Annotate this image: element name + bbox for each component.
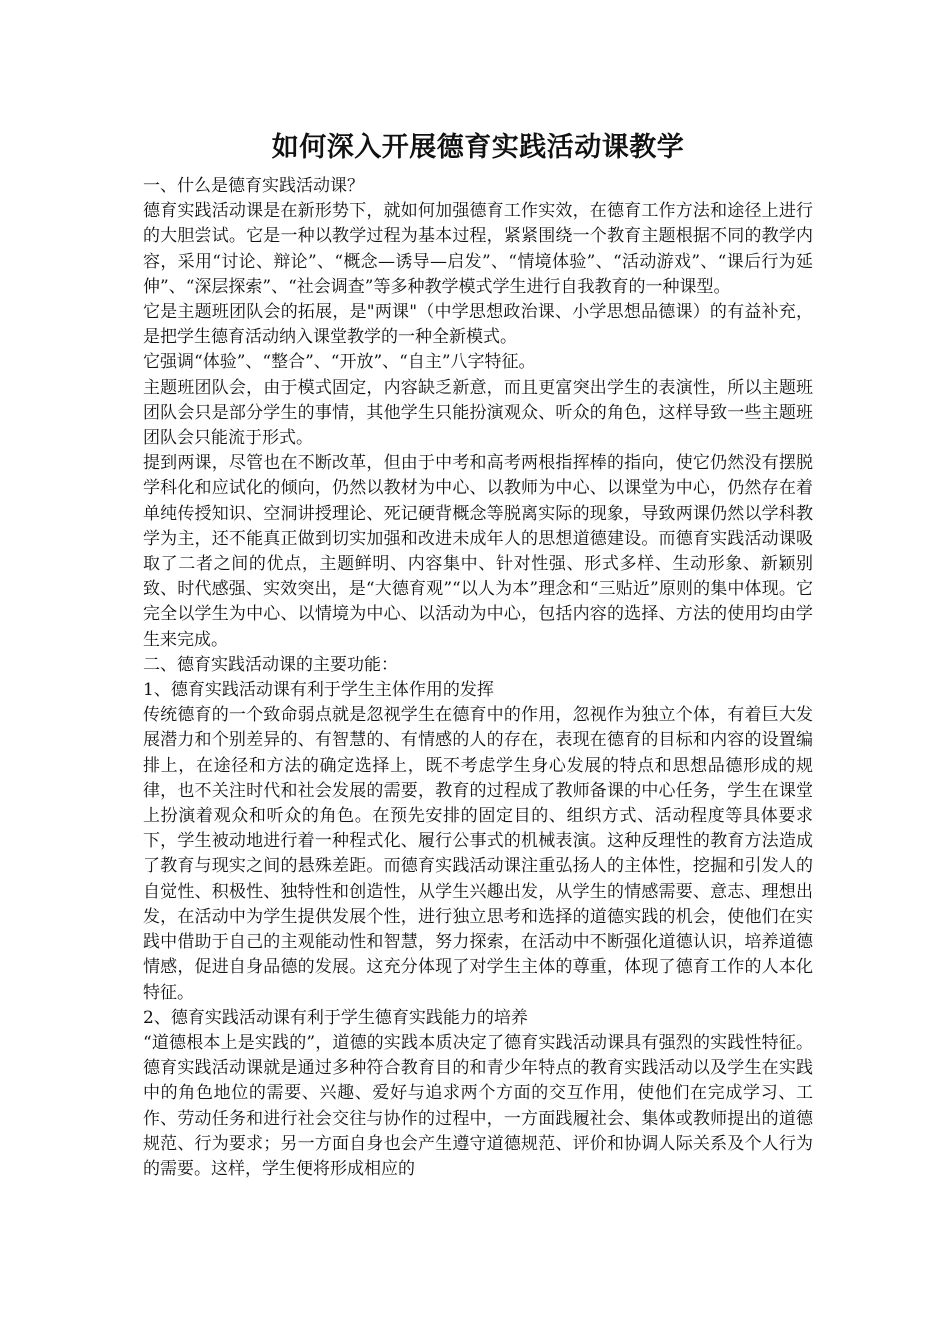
- paragraph: 提到两课，尽管也在不断改革，但由于中考和高考两根指挥棒的指向，使它仍然没有摆脱学科化和应试化的倾向，仍然以教材为中心、以教师为中心、以课堂为中心，仍然存在着单纯传授知识、空洞讲授理论、死记硬背概念等脱离实际的现象，导致两课仍然以学科教学为主，还不能真正做到切实加强和改进未成年人的思想道德建设。而德育实践活动课吸取了二者之间的优点，主题鲜明、内容集中、针对性强、形式多样、生动形象、新颖别致、时代感强、实效突出，是“大德育观”“以人为本”理念和“三贴近”原则的集中体现。它完全以学生为中心、以情境为中心、以活动为中心，包括内容的选择、方法的使用均由学生来完成。: [143, 453, 813, 650]
- paragraph: “道德根本上是实践的”，道德的实践本质决定了德育实践活动课具有强烈的实践性特征。德育实践活动课就是通过多种符合教育目的和青少年特点的教育实践活动以及学生在实践中的角色地位的需要、兴趣、爱好与追求两个方面的交互作用，使他们在完成学习、工作、劳动任务和进行社会交往与协作的过程中，一方面践履社会、集体或教师提出的道德规范、行为要求；另一方面自身也会产生遵守道德规范、评价和协调人际关系及个人行为的需要。这样，学生便将形成相应的: [143, 1032, 813, 1179]
- document-body: [143, 174, 813, 1182]
- paragraph: 它是主题班团队会的拓展，是"两课"（中学思想政治课、小学思想品德课）的有益补充，是把学生德育活动纳入课堂教学的一种全新模式。: [143, 302, 813, 348]
- document-title: 如何深入开展德育实践活动课教学: [271, 132, 685, 163]
- subsection-heading-1: 1、德育实践活动课有利于学生主体作用的发挥: [143, 680, 494, 701]
- paragraph: 德育实践活动课是在新形势下，就如何加强德育工作实效，在德育工作方法和途径上进行的大胆尝试。它是一种以教学过程为基本过程，紧紧围绕一个教育主题根据不同的教学内容，采用“讨论、辩论”、“概念—诱导—启发”、“情境体验”、“活动游戏”、“课后行为延伸”、“深层探索”、“社会调查”等多种教学模式学生进行自我教育的一种课型。: [143, 201, 813, 297]
- section-heading-2: 二、德育实践活动课的主要功能：: [143, 654, 398, 675]
- paragraph: 传统德育的一个致命弱点就是忽视学生在德育中的作用，忽视作为独立个体，有着巨大发展潜力和个别差异的、有智慧的、有情感的人的存在，表现在德育的目标和内容的设置编排上，在途径和方法的确定选择上，既不考虑学生身心发展的特点和思想品德形成的规律，也不关注时代和社会发展的需要，教育的过程成了教师备课的中心任务，学生在课堂上扮演着观众和听众的角色。在预先安排的固定目的、组织方式、活动程度等具体要求下，学生被动地进行着一种程式化、履行公事式的机械表演。这种反理性的教育方法造成了教育与现实之间的悬殊差距。而德育实践活动课注重弘扬人的主体性，挖掘和引发人的自觉性、积极性、独特性和创造性，从学生兴趣出发，从学生的情感需要、意志、理想出发，在活动中为学生提供发展个性，进行独立思考和选择的道德实践的机会，使他们在实践中借助于自己的主观能动性和智慧，努力探索，在活动中不断强化道德认识，培养道德情感，促进自身品德的发展。这充分体现了对学生主体的尊重，体现了德育工作的人本化特征。: [143, 705, 813, 1003]
- section-heading-1: 一、什么是德育实践活动课？: [143, 176, 364, 196]
- paragraph: 它强调“体验”、“整合”、“开放”、“自主”八字特征。: [143, 352, 536, 373]
- subsection-heading-2: 2、德育实践活动课有利于学生德育实践能力的培养: [143, 1007, 528, 1028]
- document-page: [143, 128, 813, 1182]
- paragraph: 主题班团队会，由于模式固定，内容缺乏新意，而且更富突出学生的表演性，所以主题班团队会只是部分学生的事情，其他学生只能扮演观众、听众的角色，这样导致一些主题班团队会只能流于形式。: [143, 377, 813, 449]
